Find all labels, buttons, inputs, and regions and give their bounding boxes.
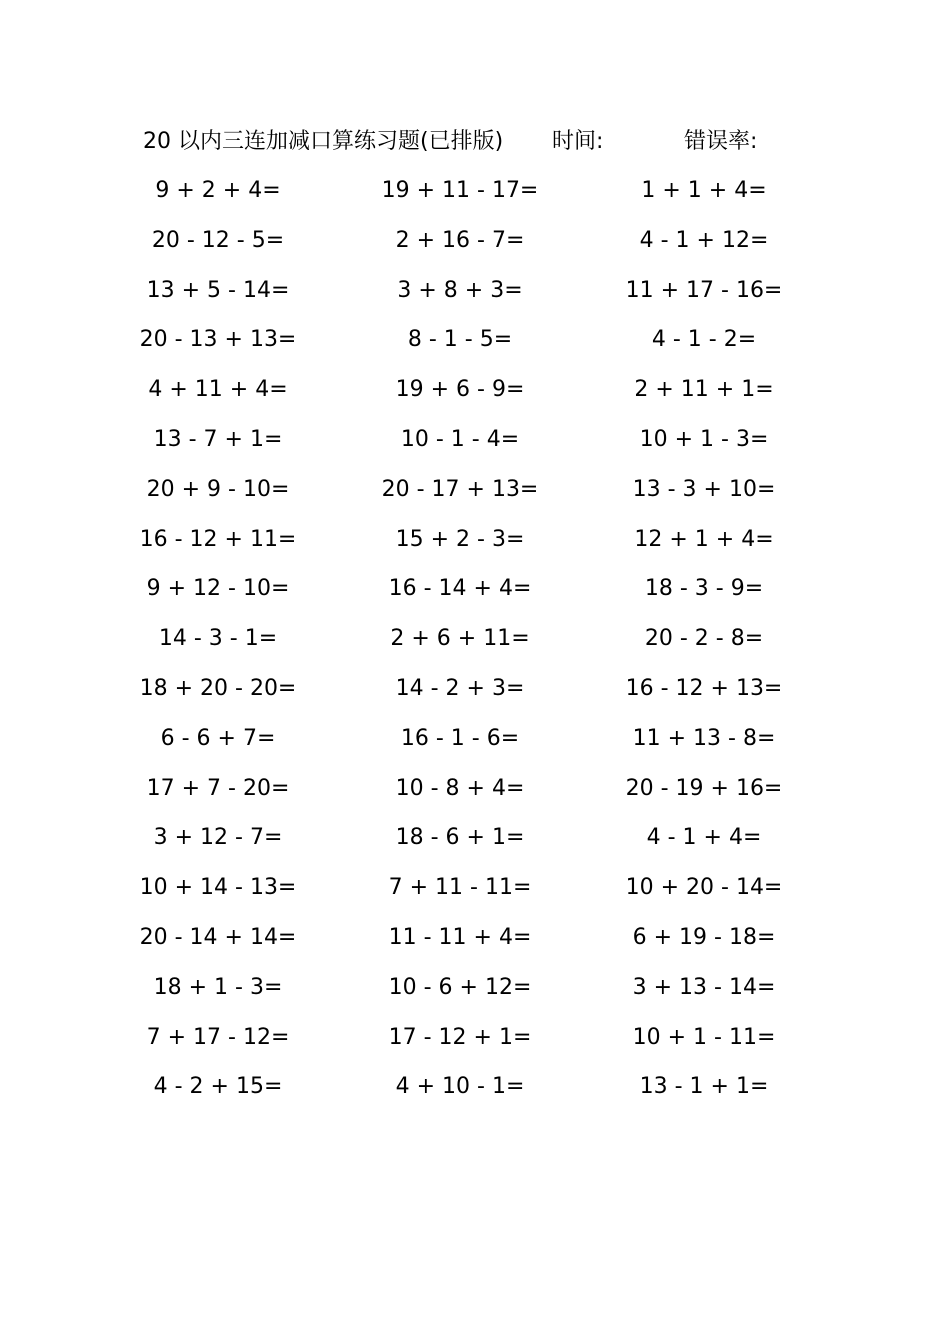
problem-row <box>0 521 950 571</box>
arithmetic-problem: 3 + 13 - 14= <box>632 974 776 1000</box>
error-rate-label: 错误率: <box>684 129 758 154</box>
arithmetic-problem: 10 + 14 - 13= <box>139 875 297 901</box>
problem-row <box>0 172 950 222</box>
arithmetic-problem: 10 + 1 - 3= <box>639 426 769 452</box>
arithmetic-problem: 14 - 2 + 3= <box>395 675 525 701</box>
problem-grid <box>0 172 950 1118</box>
arithmetic-problem: 20 - 2 - 8= <box>644 626 764 652</box>
problem-row <box>0 869 950 919</box>
problem-row <box>0 1068 950 1118</box>
problem-row <box>0 570 950 620</box>
arithmetic-problem: 11 + 13 - 8= <box>632 725 776 751</box>
arithmetic-problem: 11 + 17 - 16= <box>625 277 783 303</box>
arithmetic-problem: 13 - 1 + 1= <box>639 1074 769 1100</box>
arithmetic-problem: 4 - 1 - 2= <box>651 327 757 353</box>
arithmetic-problem: 1 + 1 + 4= <box>641 178 767 203</box>
arithmetic-problem: 18 + 1 - 3= <box>153 974 283 1000</box>
arithmetic-problem: 14 - 3 - 1= <box>158 626 278 652</box>
arithmetic-problem: 13 - 3 + 10= <box>632 476 776 502</box>
arithmetic-problem: 20 - 17 + 13= <box>381 476 539 502</box>
problem-row <box>0 371 950 421</box>
arithmetic-problem: 15 + 2 - 3= <box>395 526 525 552</box>
arithmetic-problem: 10 + 1 - 11= <box>632 1024 776 1050</box>
arithmetic-problem: 18 - 6 + 1= <box>395 825 525 851</box>
problem-row <box>0 770 950 820</box>
arithmetic-problem: 12 + 1 + 4= <box>634 526 774 552</box>
arithmetic-problem: 4 - 1 + 4= <box>646 825 762 851</box>
arithmetic-problem: 10 - 8 + 4= <box>395 775 525 801</box>
arithmetic-problem: 18 + 20 - 20= <box>139 675 297 701</box>
arithmetic-problem: 17 - 12 + 1= <box>388 1024 532 1050</box>
arithmetic-problem: 19 + 11 - 17= <box>381 178 539 203</box>
arithmetic-problem: 6 - 6 + 7= <box>160 725 276 751</box>
arithmetic-problem: 4 - 1 + 12= <box>639 227 769 253</box>
arithmetic-problem: 3 + 12 - 7= <box>153 825 283 851</box>
arithmetic-problem: 13 + 5 - 14= <box>146 277 290 303</box>
arithmetic-problem: 20 - 14 + 14= <box>139 924 297 950</box>
arithmetic-problem: 16 - 12 + 11= <box>139 526 297 552</box>
arithmetic-problem: 18 - 3 - 9= <box>644 576 764 602</box>
arithmetic-problem: 16 - 1 - 6= <box>400 725 520 751</box>
arithmetic-problem: 10 - 6 + 12= <box>388 974 532 1000</box>
problem-row <box>0 421 950 471</box>
time-label: 时间: <box>552 129 604 154</box>
arithmetic-problem: 2 + 6 + 11= <box>390 626 530 652</box>
arithmetic-problem: 4 + 11 + 4= <box>148 377 288 403</box>
arithmetic-problem: 7 + 17 - 12= <box>146 1024 290 1050</box>
arithmetic-problem: 7 + 11 - 11= <box>388 875 532 901</box>
problem-row <box>0 620 950 670</box>
arithmetic-problem: 2 + 11 + 1= <box>634 377 774 403</box>
arithmetic-problem: 8 - 1 - 5= <box>407 327 513 353</box>
problem-row <box>0 471 950 521</box>
arithmetic-problem: 4 + 10 - 1= <box>395 1074 525 1100</box>
arithmetic-problem: 4 - 2 + 15= <box>153 1074 283 1100</box>
problem-row <box>0 272 950 322</box>
problem-row <box>0 670 950 720</box>
arithmetic-problem: 10 - 1 - 4= <box>400 426 520 452</box>
problem-row <box>0 321 950 371</box>
problem-row <box>0 969 950 1019</box>
arithmetic-problem: 16 - 14 + 4= <box>388 576 532 602</box>
problem-row <box>0 720 950 770</box>
problem-row <box>0 1019 950 1069</box>
worksheet-header <box>143 124 823 160</box>
arithmetic-problem: 3 + 8 + 3= <box>397 277 523 303</box>
problem-row <box>0 819 950 869</box>
arithmetic-problem: 20 - 12 - 5= <box>151 227 285 253</box>
problem-row <box>0 919 950 969</box>
arithmetic-problem: 2 + 16 - 7= <box>395 227 525 253</box>
arithmetic-problem: 20 + 9 - 10= <box>146 476 290 502</box>
worksheet-title: 20 以内三连加减口算练习题(已排版) <box>143 129 504 154</box>
arithmetic-problem: 9 + 12 - 10= <box>146 576 290 602</box>
arithmetic-problem: 11 - 11 + 4= <box>388 924 532 950</box>
arithmetic-problem: 9 + 2 + 4= <box>155 178 281 203</box>
arithmetic-problem: 13 - 7 + 1= <box>153 426 283 452</box>
arithmetic-problem: 20 - 13 + 13= <box>139 327 297 353</box>
arithmetic-problem: 16 - 12 + 13= <box>625 675 783 701</box>
problem-row <box>0 222 950 272</box>
arithmetic-problem: 20 - 19 + 16= <box>625 775 783 801</box>
arithmetic-problem: 17 + 7 - 20= <box>146 775 290 801</box>
arithmetic-problem: 6 + 19 - 18= <box>632 924 776 950</box>
arithmetic-problem: 10 + 20 - 14= <box>625 875 783 901</box>
arithmetic-problem: 19 + 6 - 9= <box>395 377 525 403</box>
